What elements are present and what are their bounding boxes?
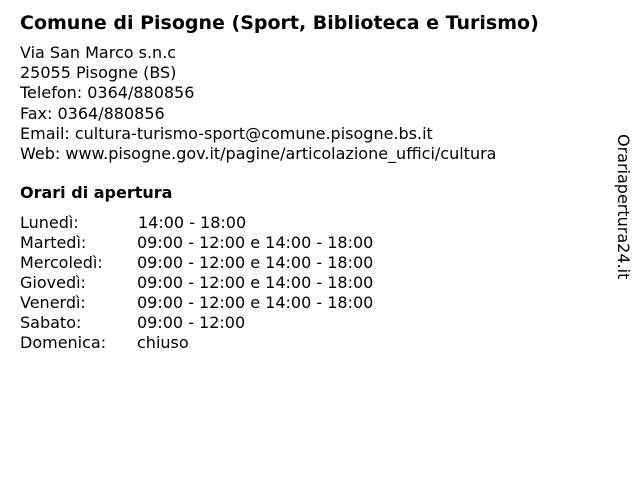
time-value: 14:00 - 18:00 xyxy=(138,213,247,232)
time-value: 09:00 - 12:00 xyxy=(137,313,246,332)
contact-info xyxy=(20,43,496,164)
opening-hours-heading: Orari di apertura xyxy=(20,183,173,202)
day-label: Lunedì: xyxy=(20,213,79,232)
day-label: Martedì: xyxy=(20,233,87,252)
day-label: Domenica: xyxy=(20,333,107,352)
website-url: Web: www.pisogne.gov.it/pagine/articolazione_uffici/cultura xyxy=(20,144,497,164)
street-address: Via San Marco s.n.c xyxy=(20,43,177,62)
time-value: 09:00 - 12:00 e 14:00 - 18:00 xyxy=(137,253,374,272)
time-value: 09:00 - 12:00 e 14:00 - 18:00 xyxy=(137,233,374,252)
time-value: chiuso xyxy=(137,333,189,352)
site-watermark: Orariaperturа24.it xyxy=(614,134,633,280)
day-label: Mercoledì: xyxy=(20,253,103,272)
fax-number: Fax: 0364/880856 xyxy=(20,103,165,123)
email-address: Email: cultura-turismo-sport@comune.pisogne.bs.it xyxy=(20,123,433,143)
day-label: Venerdì: xyxy=(20,293,86,312)
time-value: 09:00 - 12:00 e 14:00 - 18:00 xyxy=(137,273,374,292)
phone-number: Telefon: 0364/880856 xyxy=(20,83,195,103)
time-value: 09:00 - 12:00 e 14:00 - 18:00 xyxy=(137,293,374,312)
day-label: Giovedì: xyxy=(20,273,86,292)
city-address: 25055 Pisogne (BS) xyxy=(20,63,177,83)
page-title: Comune di Pisogne (Sport, Biblioteca e Turismo) xyxy=(20,12,539,34)
day-label: Sabato: xyxy=(20,313,82,332)
